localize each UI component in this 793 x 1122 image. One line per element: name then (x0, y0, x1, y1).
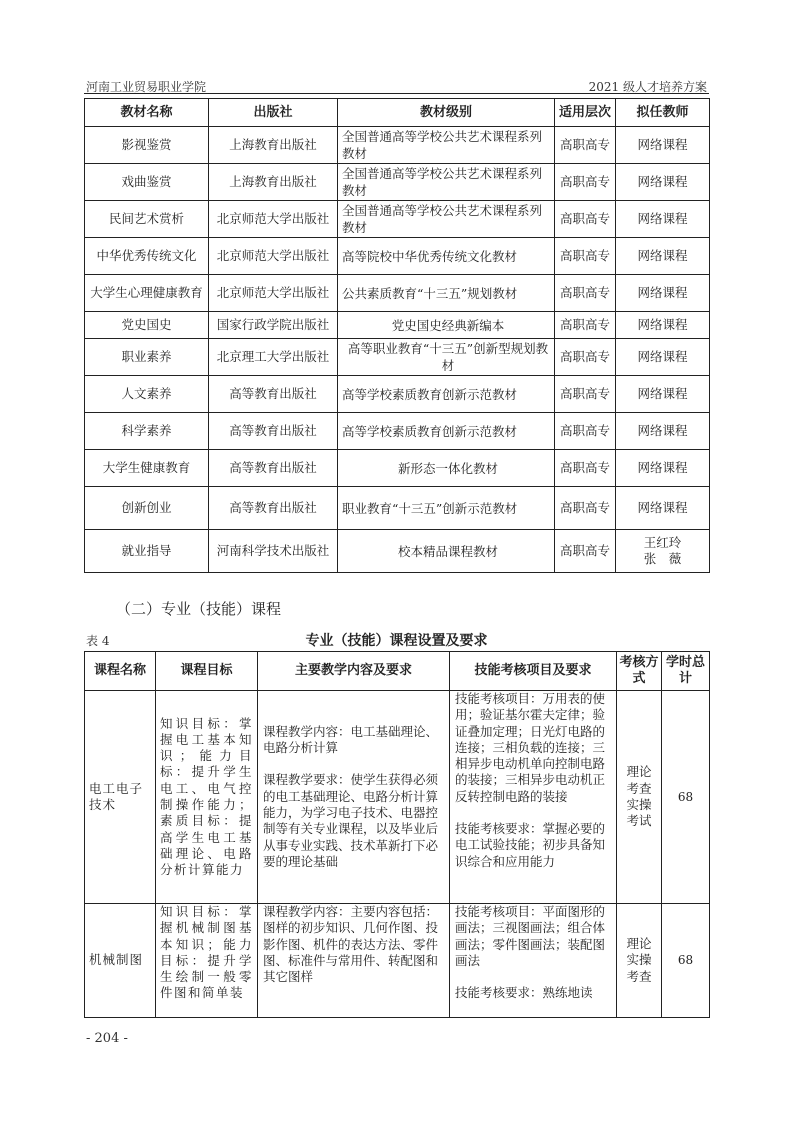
skill-requirement-text: 技能考核要求：熟练地读 (455, 985, 593, 1001)
assessment-method (617, 691, 662, 904)
method-line: 理论 (626, 936, 652, 952)
textbook-name: 职业素养 (85, 339, 209, 376)
textbook-level: 全国普通高等学校公共艺术课程系列教材 (338, 201, 555, 238)
publisher: 高等教育出版社 (209, 376, 338, 413)
publisher: 北京师范大学出版社 (209, 238, 338, 275)
textbook-level: 校本精品课程教材 (338, 530, 555, 573)
running-header-document: 2021 级人才培养方案 (588, 80, 707, 94)
teacher: 网络课程 (616, 450, 710, 487)
publisher: 北京师范大学出版社 (209, 201, 338, 238)
textbook-name: 党史国史 (85, 312, 209, 339)
teacher: 网络课程 (616, 275, 710, 312)
col-header-textbook-name: 教材名称 (85, 99, 209, 127)
teacher (616, 530, 710, 573)
col-header-course-name: 课程名称 (85, 652, 156, 691)
course-name: 电工电子技术 (85, 691, 156, 904)
publisher: 国家行政学院出版社 (209, 312, 338, 339)
table-row (85, 487, 710, 530)
applicable-level: 高职高专 (555, 413, 616, 450)
col-header-textbook-level: 教材级别 (338, 99, 555, 127)
textbook-name: 戏曲鉴赏 (85, 164, 209, 201)
table-row (85, 904, 710, 1018)
method-line: 实操 (626, 797, 652, 812)
skill-assessment (450, 691, 617, 904)
textbook-table-header (85, 99, 710, 127)
course-table (84, 651, 710, 1018)
applicable-level: 高职高专 (555, 164, 616, 201)
textbook-level: 高等职业教育“十三五”创新型规划教材 (338, 339, 555, 376)
teacher: 网络课程 (616, 487, 710, 530)
teacher: 网络课程 (616, 238, 710, 275)
applicable-level: 高职高专 (555, 339, 616, 376)
total-hours: 68 (662, 691, 710, 904)
textbook-level: 全国普通高等学校公共艺术课程系列教材 (338, 127, 555, 164)
table-row (85, 339, 710, 376)
table-row (85, 127, 710, 164)
table-row (85, 275, 710, 312)
publisher: 上海教育出版社 (209, 164, 338, 201)
skill-requirement-text: 技能考核要求：掌握必要的电工试验技能；初步具备知识综合和应用能力 (455, 821, 606, 869)
col-header-course-goal: 课程目标 (156, 652, 258, 691)
publisher: 高等教育出版社 (209, 450, 338, 487)
table-row (85, 238, 710, 275)
applicable-level: 高职高专 (555, 201, 616, 238)
textbook-level: 高等学校素质教育创新示范教材 (338, 376, 555, 413)
col-header-skill-assessment: 技能考核项目及要求 (450, 652, 617, 691)
col-header-total-hours: 学时总计 (662, 652, 710, 691)
teacher-line: 张 薇 (643, 551, 682, 566)
teacher: 网络课程 (616, 413, 710, 450)
header-rule (84, 93, 709, 94)
method-line: 理论 (626, 764, 652, 780)
applicable-level: 高职高专 (555, 127, 616, 164)
table-row (85, 164, 710, 201)
teacher: 网络课程 (616, 164, 710, 201)
applicable-level: 高职高专 (555, 238, 616, 275)
textbook-name: 人文素养 (85, 376, 209, 413)
table-title: 专业（技能）课程设置及要求 (305, 633, 488, 649)
course-table-header (85, 652, 710, 691)
method-line: 考试 (626, 813, 652, 829)
teacher: 网络课程 (616, 312, 710, 339)
content-text: 课程教学内容：主要内容包括：图样的初步知识、几何作图、投影作图、机件的表达方法、零件图、标准件与常用件、转配图和其它图样 (263, 904, 439, 985)
section-heading: （二）专业（技能）课程 (116, 600, 282, 618)
page-number: - 204 - (86, 1031, 128, 1046)
publisher: 北京师范大学出版社 (209, 275, 338, 312)
publisher: 高等教育出版社 (209, 413, 338, 450)
textbook-name: 中华优秀传统文化 (85, 238, 209, 275)
applicable-level: 高职高专 (555, 530, 616, 573)
total-hours: 68 (662, 904, 710, 1018)
method-line: 考查 (626, 968, 652, 984)
textbook-level: 公共素质教育“十三五”规划教材 (338, 275, 555, 312)
teacher: 网络课程 (616, 376, 710, 413)
textbook-level: 高等学校素质教育创新示范教材 (338, 413, 555, 450)
publisher: 高等教育出版社 (209, 487, 338, 530)
textbook-name: 就业指导 (85, 530, 209, 573)
textbook-name: 民间艺术赏析 (85, 201, 209, 238)
running-header-institution: 河南工业贸易职业学院 (86, 80, 207, 94)
textbook-name: 创新创业 (85, 487, 209, 530)
table-row (85, 530, 710, 573)
textbook-level: 高等院校中华优秀传统文化教材 (338, 238, 555, 275)
textbook-name: 大学生心理健康教育 (85, 275, 209, 312)
course-content (258, 691, 450, 904)
textbook-level: 新形态一体化教材 (338, 450, 555, 487)
publisher: 河南科学技术出版社 (209, 530, 338, 573)
course-goal: 知识目标：掌握机械制图基本知识；能力目标：提升学生绘制一般零件图和简单装 (156, 904, 258, 1018)
skill-assessment (450, 904, 617, 1018)
textbook-name: 影视鉴赏 (85, 127, 209, 164)
assessment-method (617, 904, 662, 1018)
teacher: 网络课程 (616, 201, 710, 238)
applicable-level: 高职高专 (555, 376, 616, 413)
method-line: 考查 (626, 780, 652, 796)
col-header-assessment-method: 考核方式 (617, 652, 662, 691)
applicable-level: 高职高专 (555, 312, 616, 339)
method-line: 实操 (626, 952, 652, 968)
course-goal: 知识目标：掌握电工基本知识；能力目标：提升学生电工、电气控制操作能力；素质目标：提高学生电工基础理论、电路分析计算能力 (156, 691, 258, 904)
textbook-name: 科学素养 (85, 413, 209, 450)
content-text: 课程教学内容：电工基础理论、电路分析计算 (263, 723, 439, 756)
course-name: 机械制图 (85, 904, 156, 1018)
teacher: 网络课程 (616, 127, 710, 164)
course-content (258, 904, 450, 1018)
applicable-level: 高职高专 (555, 487, 616, 530)
table-row (85, 201, 710, 238)
col-header-applicable-level: 适用层次 (555, 99, 616, 127)
col-header-publisher: 出版社 (209, 99, 338, 127)
textbook-level: 党史国史经典新编本 (338, 312, 555, 339)
textbook-level: 全国普通高等学校公共艺术课程系列教材 (338, 164, 555, 201)
publisher: 上海教育出版社 (209, 127, 338, 164)
table-row (85, 376, 710, 413)
textbook-level: 职业教育“十三五”创新示范教材 (338, 487, 555, 530)
publisher: 北京理工大学出版社 (209, 339, 338, 376)
textbook-name: 大学生健康教育 (85, 450, 209, 487)
teacher: 网络课程 (616, 339, 710, 376)
skill-items-text: 技能考核项目：万用表的使用；验证基尔霍夫定律；验证叠加定理；日光灯电路的连接；三相负载的连接；三相异步电动机单向控制电路的装接；三相异步电动机正反转控制电路的装接 (455, 691, 606, 804)
skill-items-text: 技能考核项目：平面图形的画法；三视图画法；组合体画法；零件图画法；装配图画法 (455, 904, 606, 968)
table-row (85, 413, 710, 450)
table-row (85, 312, 710, 339)
applicable-level: 高职高专 (555, 450, 616, 487)
teacher-line: 王红玲 (643, 535, 682, 550)
requirement-text: 课程教学要求：使学生获得必须的电工基础理论、电路分析计算能力，为学习电子技术、电器控制等有关专业课程，以及毕业后从事专业实践、技术革新打下必要的理论基础 (263, 772, 439, 869)
table-number: 表 4 (86, 634, 110, 648)
col-header-content: 主要教学内容及要求 (258, 652, 450, 691)
textbook-table (84, 98, 710, 573)
table-row (85, 450, 710, 487)
applicable-level: 高职高专 (555, 275, 616, 312)
table-row (85, 691, 710, 904)
col-header-teacher: 拟任教师 (616, 99, 710, 127)
